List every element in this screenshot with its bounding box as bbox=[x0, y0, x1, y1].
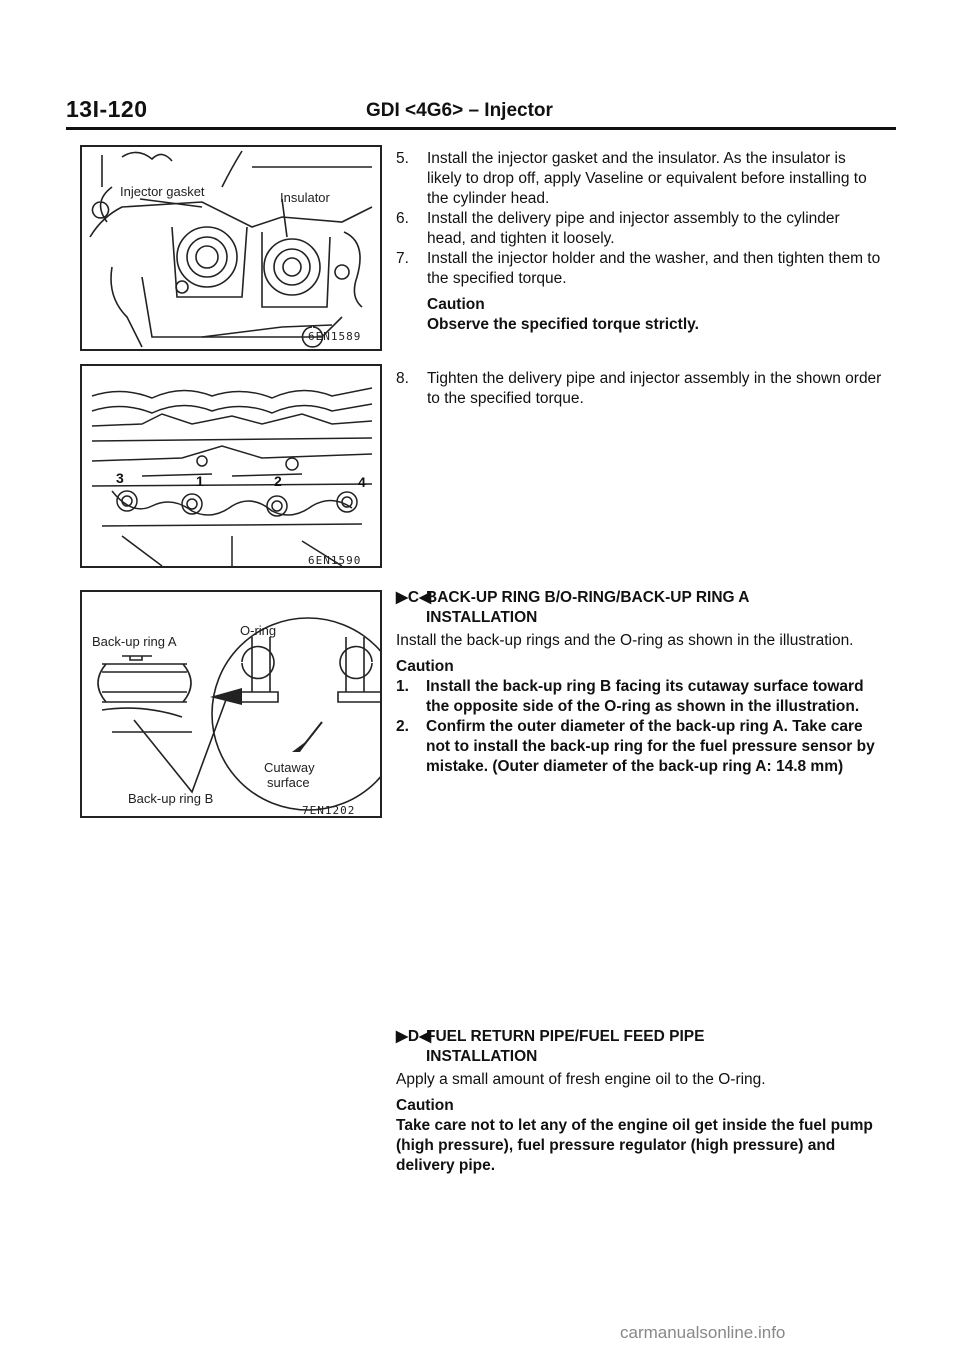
step-8-block bbox=[396, 369, 882, 409]
page-title: GDI <4G6> – Injector bbox=[366, 100, 553, 121]
caution-torque: Caution Observe the specified torque strictly. bbox=[427, 296, 699, 333]
header-rule bbox=[66, 127, 896, 130]
figure-injector-gasket-drawing bbox=[82, 147, 382, 351]
order-number-3: 3 bbox=[116, 470, 124, 486]
section-c-caution-2: 2. Confirm the outer diameter of the back-up ring A. Take care not to install the back-up ring for the fuel pressure sensor by mistake. (Outer diameter of the back-up ring A: 14.8 mm) bbox=[396, 718, 875, 775]
step-5: 5. Install the injector gasket and the insulator. As the insulator is likely to drop off, apply Vaseline or equivalent before installing to the cylinder head. bbox=[396, 150, 867, 207]
section-d-caution-title: Caution bbox=[396, 1097, 454, 1114]
step-8: 8. Tighten the delivery pipe and injector assembly in the shown order to the specified torque. bbox=[396, 370, 882, 407]
section-c-caution-title: Caution bbox=[396, 658, 454, 675]
label-injector-gasket: Injector gasket bbox=[120, 184, 205, 199]
section-c-body: Install the back-up rings and the O-ring as shown in the illustration. bbox=[396, 632, 854, 649]
label-backup-ring-a: Back-up ring A bbox=[92, 634, 177, 649]
page-number: 13I-120 bbox=[66, 96, 148, 122]
page-header bbox=[66, 96, 896, 126]
watermark: carmanualsonline.info bbox=[620, 1323, 786, 1342]
figure-tightening-order bbox=[80, 364, 382, 568]
figure-tightening-order-drawing bbox=[82, 366, 382, 568]
label-cutaway: Cutaway bbox=[264, 760, 315, 775]
section-c bbox=[396, 588, 882, 777]
figure-backup-rings bbox=[80, 590, 382, 818]
section-d-caution-text: Take care not to let any of the engine oil get inside the fuel pump (high pressure), fuel pressure regulator (high pressure) and delivery pipe. bbox=[396, 1117, 873, 1174]
figure-backup-rings-drawing bbox=[82, 592, 382, 818]
figure-code: 6EN1589 bbox=[308, 330, 362, 343]
section-d-heading: ▶D◀ FUEL RETURN PIPE/FUEL FEED PIPE INSTALLATION bbox=[396, 1028, 705, 1065]
label-insulator: Insulator bbox=[280, 190, 330, 205]
label-backup-ring-b: Back-up ring B bbox=[128, 791, 214, 806]
figure-code: 6EN1590 bbox=[308, 554, 362, 567]
section-c-caution-1: 1. Install the back-up ring B facing its cutaway surface toward the opposite side of the O-ring as shown in the illustration. bbox=[396, 678, 864, 715]
steps-5-7 bbox=[396, 149, 882, 335]
step-7: 7. Install the injector holder and the washer, and then tighten them to the specified torque. bbox=[396, 250, 881, 287]
section-d bbox=[396, 1027, 882, 1176]
step-6: 6. Install the delivery pipe and injector assembly to the cylinder head, and tighten it loosely. bbox=[396, 210, 840, 247]
order-number-1: 1 bbox=[196, 473, 204, 489]
figure-code: 7EN1202 bbox=[302, 804, 356, 817]
order-number-2: 2 bbox=[274, 473, 282, 489]
section-d-body: Apply a small amount of fresh engine oil to the O-ring. bbox=[396, 1071, 766, 1088]
figure-injector-gasket bbox=[80, 145, 382, 351]
label-o-ring: O-ring bbox=[240, 623, 277, 638]
order-number-4: 4 bbox=[358, 474, 366, 490]
section-c-heading: ▶C◀ BACK-UP RING B/O-RING/BACK-UP RING A INSTALLATION bbox=[396, 589, 750, 626]
label-surface: surface bbox=[267, 775, 310, 790]
